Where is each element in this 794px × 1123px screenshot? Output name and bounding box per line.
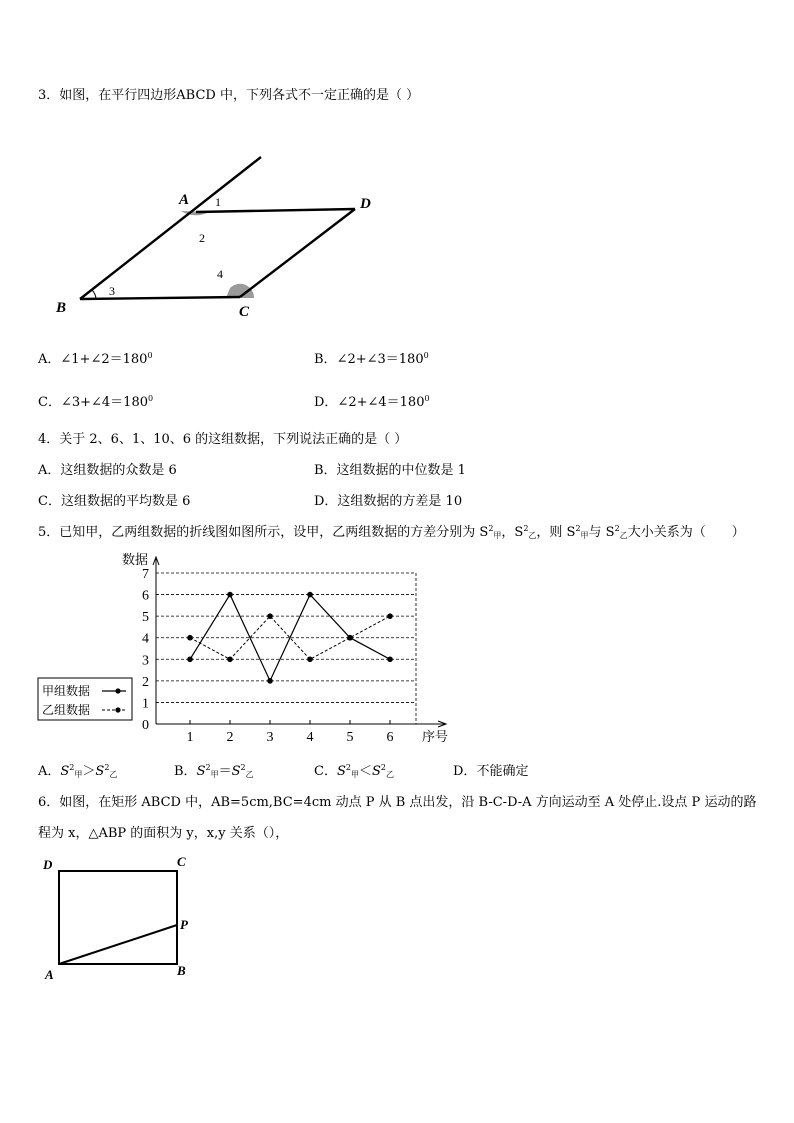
q3-option-b[interactable]: B．$\angle 2+\angle 3=180^0$ [314, 351, 429, 367]
x-tick-label-1: 1 [186, 730, 194, 745]
angle-3-label: 3 [109, 284, 115, 298]
q5-option-a[interactable]: A．$S^2$甲$>S^2$乙 [38, 763, 118, 779]
point-jia-4 [307, 592, 313, 598]
y-tick-label-7: 7 [142, 567, 149, 582]
label-D: D [360, 196, 371, 212]
chart-legend [38, 678, 132, 720]
q5-option-b[interactable]: B．$S^2$甲$=S^2$乙 [174, 763, 254, 779]
y-tick-label-2: 2 [142, 674, 149, 690]
label-C: C [239, 304, 250, 320]
chart-ylabel: 数据 [122, 553, 149, 568]
label-D: D [43, 857, 53, 872]
rectangle-abcd [59, 871, 177, 964]
q4-option-c[interactable]: C．这组数据的平均数是 6 [38, 494, 191, 509]
label-C: C [177, 854, 186, 869]
q3-option-d[interactable]: D．$\angle 2+\angle 4=180^0$ [314, 394, 430, 410]
x-tick-label-3: 3 [266, 730, 274, 745]
q4-option-a[interactable]: A．这组数据的众数是 6 [38, 463, 177, 478]
q6-stem-line2: 程为 x，△ABP 的面积为 y，x,y 关系（）， [38, 826, 289, 841]
q5-stem: 5．已知甲，乙两组数据的折线图如图所示，设甲，乙两组数据的方差分别为 $S^2$甲，$S^2$乙，则 $S^2$甲与 $S^2$乙大小关系为（ ） [38, 524, 745, 540]
side-ab-extended [80, 157, 261, 299]
q3-stem: 3．如图，在平行四边形ABCD 中，下列各式不一定正确的是（ ） [38, 88, 420, 103]
y-tick-label-4: 4 [142, 631, 149, 647]
point-jia-3 [267, 678, 273, 684]
label-B: B [56, 300, 67, 316]
point-jia-1 [187, 656, 193, 662]
chart-xlabel: 序号 [422, 730, 449, 745]
y-tick-label-1: 1 [142, 696, 149, 712]
x-tick-label-4: 4 [306, 730, 314, 745]
point-yi-5 [347, 635, 353, 641]
y-tick-label-6: 6 [142, 588, 149, 604]
legend-label-jia: 甲组数据 [42, 684, 91, 698]
side-cd [240, 209, 355, 297]
q5-option-d[interactable]: D．不能确定 [453, 764, 529, 779]
point-yi-2 [227, 656, 233, 662]
q5-line-chart [30, 545, 460, 750]
point-jia-6 [387, 656, 393, 662]
q3-option-a[interactable]: A．$\angle 1+\angle 2=180^0$ [38, 351, 153, 367]
y-tick-label-5: 5 [142, 610, 149, 626]
legend-marker-jia [115, 688, 120, 693]
legend-marker-yi [115, 707, 120, 712]
chart-axes [153, 557, 446, 727]
point-jia-2 [227, 592, 233, 598]
x-tick-label-2: 2 [226, 730, 234, 745]
y-tick-label-0: 0 [142, 718, 149, 733]
side-bc [80, 297, 240, 299]
chart-grid [156, 573, 416, 724]
label-A: A [179, 192, 190, 208]
label-B: B [177, 963, 186, 978]
series-line-jia [190, 595, 390, 681]
label-A: A [45, 967, 54, 982]
q4-stem: 4．关于 2、6、1、10、6 的这组数据，下列说法正确的是（ ） [38, 432, 408, 447]
chart-ticks [142, 567, 394, 745]
q3-option-c[interactable]: C．$\angle 3+\angle 4=180^0$ [38, 394, 154, 410]
q4-option-b[interactable]: B．这组数据的中位数是 1 [314, 463, 466, 478]
q5-option-c[interactable]: C．$S^2$甲$<S^2$乙 [314, 763, 394, 779]
legend-label-yi: 乙组数据 [42, 703, 91, 717]
point-yi-3 [267, 613, 273, 619]
point-yi-1 [187, 635, 193, 641]
q6-stem-line1: 6．如图，在矩形 ABCD 中，AB=5cm,BC=4cm 动点 P 从 B 点出发，沿 B-C-D-A 方向运动至 A 处停止.设点 P 运动的路 [38, 795, 757, 810]
point-yi-6 [387, 613, 393, 619]
q4-option-d[interactable]: D．这组数据的方差是 10 [314, 494, 463, 509]
q6-rectangle-figure [36, 848, 206, 988]
side-ad [196, 209, 355, 212]
segment-ap [59, 925, 177, 964]
angle-2-label: 2 [199, 231, 205, 245]
angle-1-label: 1 [215, 195, 221, 209]
point-yi-4 [307, 656, 313, 662]
y-tick-label-3: 3 [142, 653, 149, 669]
x-tick-label-5: 5 [346, 730, 354, 745]
x-tick-label-6: 6 [386, 730, 394, 745]
angle-4-label: 4 [217, 267, 223, 281]
label-P: P [180, 917, 188, 932]
q3-parallelogram-figure [40, 148, 400, 328]
